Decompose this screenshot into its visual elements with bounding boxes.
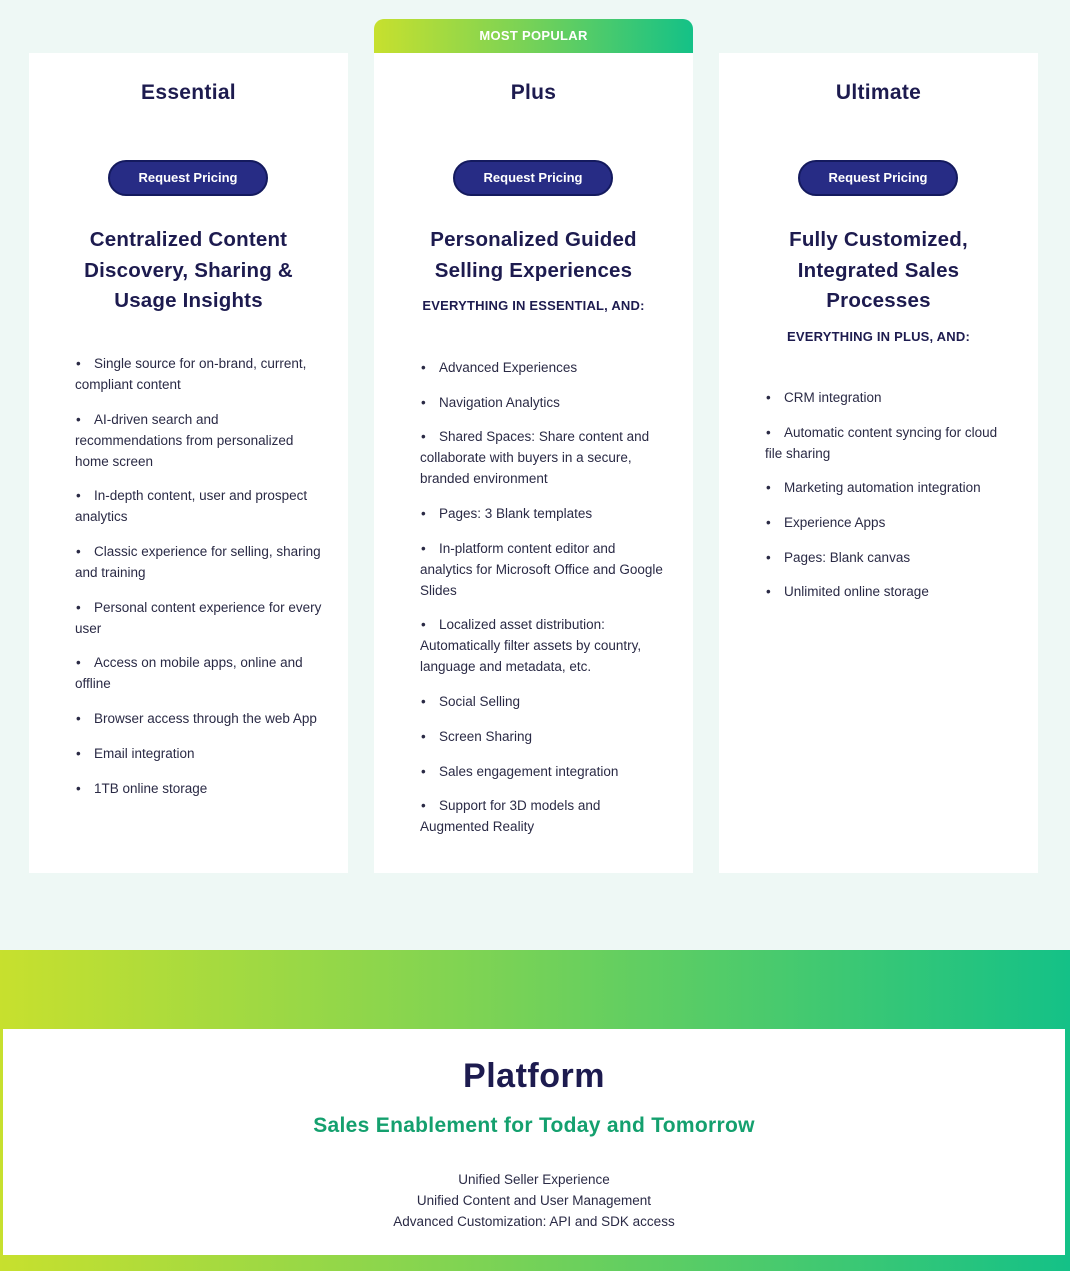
platform-line: Unified Seller Experience bbox=[458, 1172, 610, 1187]
bullet-icon: • bbox=[76, 488, 81, 504]
bullet-icon: • bbox=[766, 584, 771, 600]
bullet-icon: • bbox=[76, 655, 81, 671]
request-pricing-button[interactable]: Request Pricing bbox=[798, 160, 958, 196]
feature-item: • In-depth content, user and prospect analytics bbox=[75, 485, 325, 527]
feature-item: • Single source for on-brand, current, compliant content bbox=[75, 353, 325, 395]
bullet-icon: • bbox=[421, 617, 426, 633]
plan-name: Plus bbox=[510, 81, 557, 104]
feature-item: • Access on mobile apps, online and offline bbox=[75, 652, 325, 694]
bullet-icon: • bbox=[76, 544, 81, 560]
plan-name: Ultimate bbox=[835, 81, 922, 104]
bullet-icon: • bbox=[421, 360, 426, 375]
plan-headline: Fully Customized, Integrated Sales Processes bbox=[789, 228, 968, 312]
feature-item: • AI-driven search and recommendations from personalized home screen bbox=[75, 409, 325, 472]
bullet-icon: • bbox=[766, 424, 771, 440]
bullet-icon: • bbox=[76, 780, 81, 796]
feature-item: • Sales engagement integration bbox=[420, 761, 670, 782]
plan-subhead: EVERYTHING IN ESSENTIAL, AND: bbox=[422, 298, 645, 313]
feature-item: • Screen Sharing bbox=[420, 726, 670, 747]
feature-list bbox=[420, 357, 670, 851]
bullet-icon: • bbox=[421, 798, 426, 814]
feature-item: • Unlimited online storage bbox=[765, 581, 1015, 602]
plan-card-plus bbox=[374, 53, 693, 873]
feature-item: • CRM integration bbox=[765, 387, 1015, 408]
bullet-icon: • bbox=[421, 429, 426, 445]
platform-line: Advanced Customization: API and SDK access bbox=[393, 1214, 675, 1229]
feature-item: • Navigation Analytics bbox=[420, 392, 670, 413]
most-popular-badge: MOST POPULAR bbox=[374, 19, 693, 53]
feature-item: • Automatic content syncing for cloud file sharing bbox=[765, 422, 1015, 464]
feature-item: • Social Selling bbox=[420, 691, 670, 712]
bullet-icon: • bbox=[421, 763, 426, 779]
feature-item: • Classic experience for selling, sharing and training bbox=[75, 541, 325, 583]
bullet-icon: • bbox=[766, 390, 771, 405]
feature-item: • Experience Apps bbox=[765, 512, 1015, 533]
feature-item: • Personal content experience for every user bbox=[75, 597, 325, 639]
feature-item: • Shared Spaces: Share content and collaborate with buyers in a secure, branded environment bbox=[420, 426, 670, 489]
plan-card-essential bbox=[29, 53, 348, 873]
feature-item: • Marketing automation integration bbox=[765, 477, 1015, 498]
feature-item: • Advanced Experiences bbox=[420, 357, 670, 378]
bullet-icon: • bbox=[76, 411, 81, 427]
plan-card-ultimate bbox=[719, 53, 1038, 873]
feature-item: • 1TB online storage bbox=[75, 778, 325, 799]
plan-headline: Personalized Guided Selling Experiences bbox=[430, 228, 637, 282]
request-pricing-button[interactable]: Request Pricing bbox=[453, 160, 613, 196]
feature-item: • Support for 3D models and Augmented Reality bbox=[420, 795, 670, 837]
bullet-icon: • bbox=[766, 549, 771, 565]
platform-line: Unified Content and User Management bbox=[416, 1193, 652, 1208]
bullet-icon: • bbox=[76, 356, 81, 371]
bullet-icon: • bbox=[421, 728, 426, 744]
bullet-icon: • bbox=[766, 480, 771, 496]
bullet-icon: • bbox=[76, 599, 81, 615]
plan-headline: Centralized Content Discovery, Sharing & Usage Insights bbox=[84, 228, 293, 312]
bullet-icon: • bbox=[421, 540, 426, 556]
feature-item: • Localized asset distribution: Automatically filter assets by country, language and metadata, etc. bbox=[420, 614, 670, 677]
bullet-icon: • bbox=[76, 745, 81, 761]
plan-subhead: EVERYTHING IN PLUS, AND: bbox=[787, 329, 970, 344]
feature-list bbox=[765, 387, 1015, 616]
plan-name: Essential bbox=[141, 81, 236, 104]
feature-item: • Email integration bbox=[75, 743, 325, 764]
platform-section bbox=[3, 1029, 1065, 1255]
platform-title: Platform bbox=[463, 1057, 605, 1095]
feature-item: • Pages: Blank canvas bbox=[765, 547, 1015, 568]
feature-item: • Browser access through the web App bbox=[75, 708, 325, 729]
bullet-icon: • bbox=[766, 515, 771, 531]
feature-item: • In-platform content editor and analytics for Microsoft Office and Google Slides bbox=[420, 538, 670, 601]
platform-feature-lines bbox=[3, 1169, 1065, 1232]
feature-item: • Pages: 3 Blank templates bbox=[420, 503, 670, 524]
bullet-icon: • bbox=[76, 711, 81, 727]
bullet-icon: • bbox=[421, 506, 426, 522]
request-pricing-button[interactable]: Request Pricing bbox=[108, 160, 268, 196]
bullet-icon: • bbox=[421, 694, 426, 710]
platform-subtitle: Sales Enablement for Today and Tomorrow bbox=[313, 1114, 755, 1137]
bullet-icon: • bbox=[421, 394, 426, 410]
feature-list bbox=[75, 353, 325, 812]
